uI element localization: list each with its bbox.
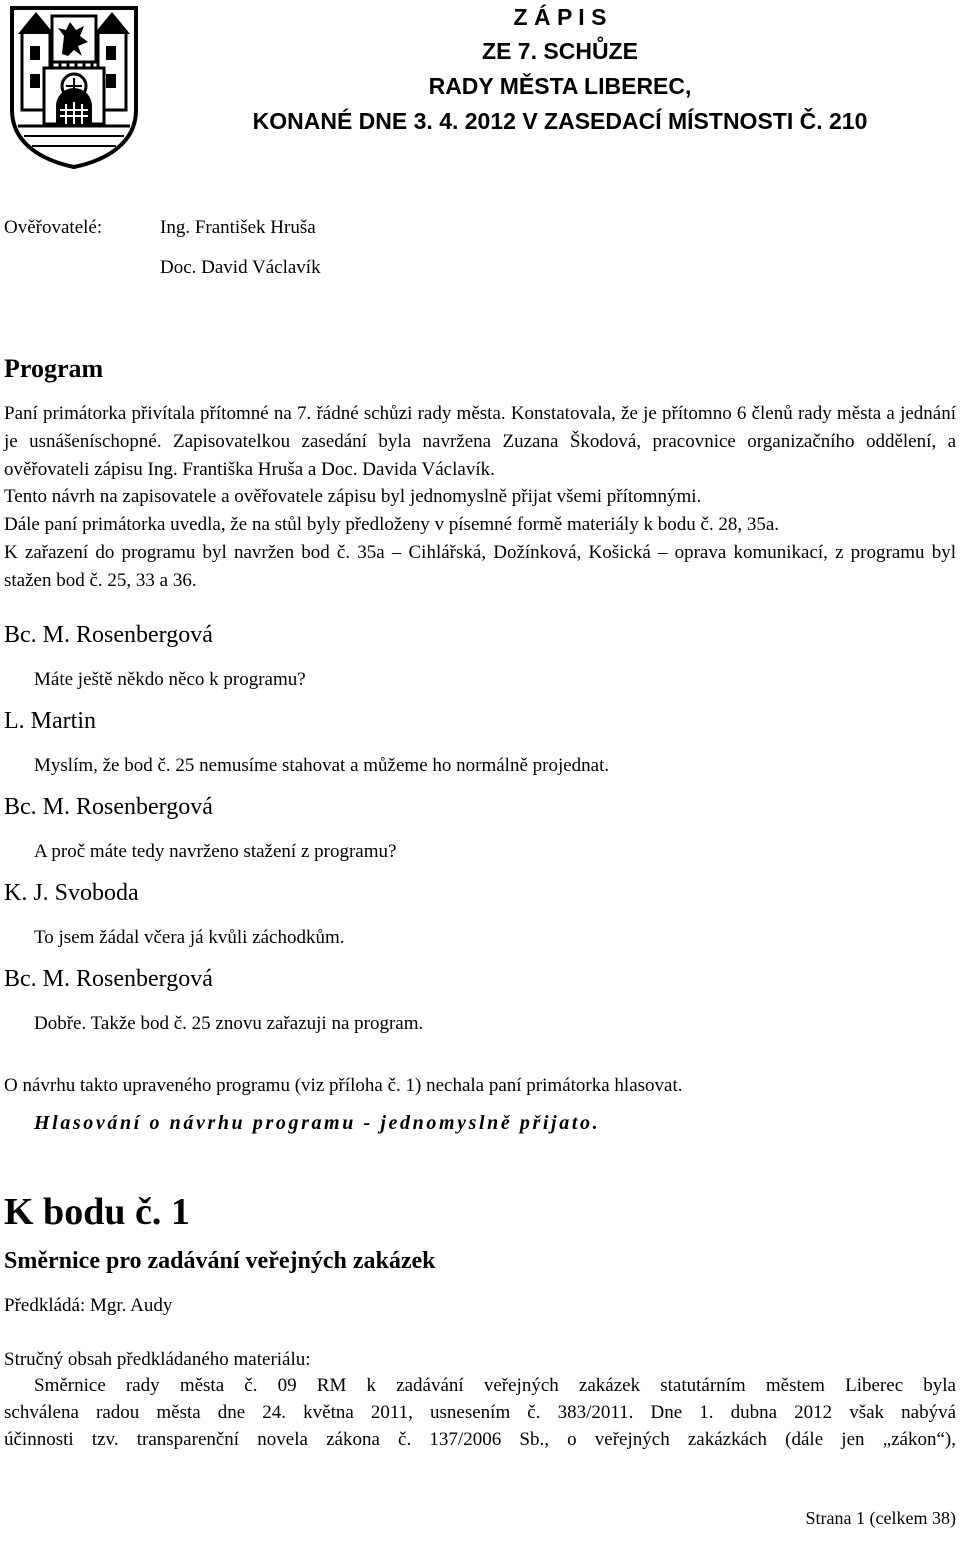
- item-presenter: Předkládá: Mgr. Audy: [4, 1295, 173, 1316]
- header-line-date: KONANÉ DNE 3. 4. 2012 V ZASEDACÍ MÍSTNOSTI Č. 210: [252, 108, 868, 134]
- program-heading: Program: [4, 354, 104, 383]
- header-line-session: ZE 7. SCHŮZE: [482, 38, 638, 64]
- city-coat-of-arms: [4, 2, 144, 170]
- item-heading: K bodu č. 1: [4, 1191, 190, 1233]
- speaker-name: K. J. Svoboda: [4, 880, 139, 906]
- summary-line: účinnosti tzv. transparenční novela zákona č. 137/2006 Sb., o veřejných zakázkách (dále jen „zákon“),: [4, 1429, 956, 1450]
- program-changes: K zařazení do programu byl navržen bod č. 35a – Cihlářská, Dožínková, Košická – oprava komunikací, z programu byl stažen bod č. 25, 33 a 36.: [4, 541, 956, 591]
- vote-result: Hlasování o návrhu programu - jednomyslně přijato.: [34, 1112, 601, 1134]
- speaker-name: Bc. M. Rosenbergová: [4, 794, 213, 820]
- speaker-name: Bc. M. Rosenbergová: [4, 966, 213, 992]
- program-intro: Paní primátorka přivítala přítomné na 7. řádné schůzi rady města. Konstatovala, že je přítomno 6 členů rady města a jednání je usnášeníschopné. Zapisovatelkou zasedání byla navržena Zuzana Škodová, pracovnice organizačního oddělení, a ověřovateli zápisu Ing. Františka Hruša a Doc. Davida Václavík.: [4, 403, 956, 480]
- page-number: Strana 1 (celkem 38): [805, 1508, 956, 1528]
- speaker-name: Bc. M. Rosenbergová: [4, 622, 213, 648]
- speech-text: Máte ještě někdo něco k programu?: [34, 669, 306, 690]
- summary-line: Směrnice rady města č. 09 RM k zadávání veřejných zakázek statutárním městem Liberec byla: [34, 1375, 956, 1396]
- verifiers-label: Ověřovatelé:: [4, 217, 103, 238]
- speaker-name: L. Martin: [4, 708, 96, 734]
- speech-text: To jsem žádal včera já kvůli záchodkům.: [34, 927, 345, 948]
- speech-text: A proč máte tedy navrženo stažení z programu?: [34, 841, 397, 862]
- summary-label: Stručný obsah předkládaného materiálu:: [4, 1349, 311, 1370]
- program-approval: Tento návrh na zapisovatele a ověřovatele zápisu byl jednomyslně přijat všemi přítomnými.: [4, 486, 702, 508]
- speech-text: Dobře. Takže bod č. 25 znovu zařazuji na program.: [34, 1013, 424, 1034]
- verifier-name: Ing. František Hruša: [160, 217, 316, 238]
- vote-intro: O návrhu takto upraveného programu (viz příloha č. 1) nechala paní primátorka hlasovat.: [4, 1075, 683, 1096]
- program-materials: Dále paní primátorka uvedla, že na stůl byly předloženy v písemné formě materiály k bodu č. 28, 35a.: [4, 514, 780, 536]
- program-paragraph: [4, 400, 956, 595]
- header-line-council: RADY MĚSTA LIBEREC,: [428, 73, 692, 99]
- document-title: Z Á P I S: [513, 4, 607, 30]
- item-subject: Směrnice pro zadávání veřejných zakázek: [4, 1248, 436, 1274]
- speech-text: Myslím, že bod č. 25 nemusíme stahovat a můžeme ho normálně projednat.: [34, 755, 610, 776]
- verifier-name: Doc. David Václavík: [160, 257, 321, 278]
- summary-line: schválena radou města dne 24. května 2011, usnesením č. 383/2011. Dne 1. dubna 2012 však nabývá: [4, 1402, 956, 1423]
